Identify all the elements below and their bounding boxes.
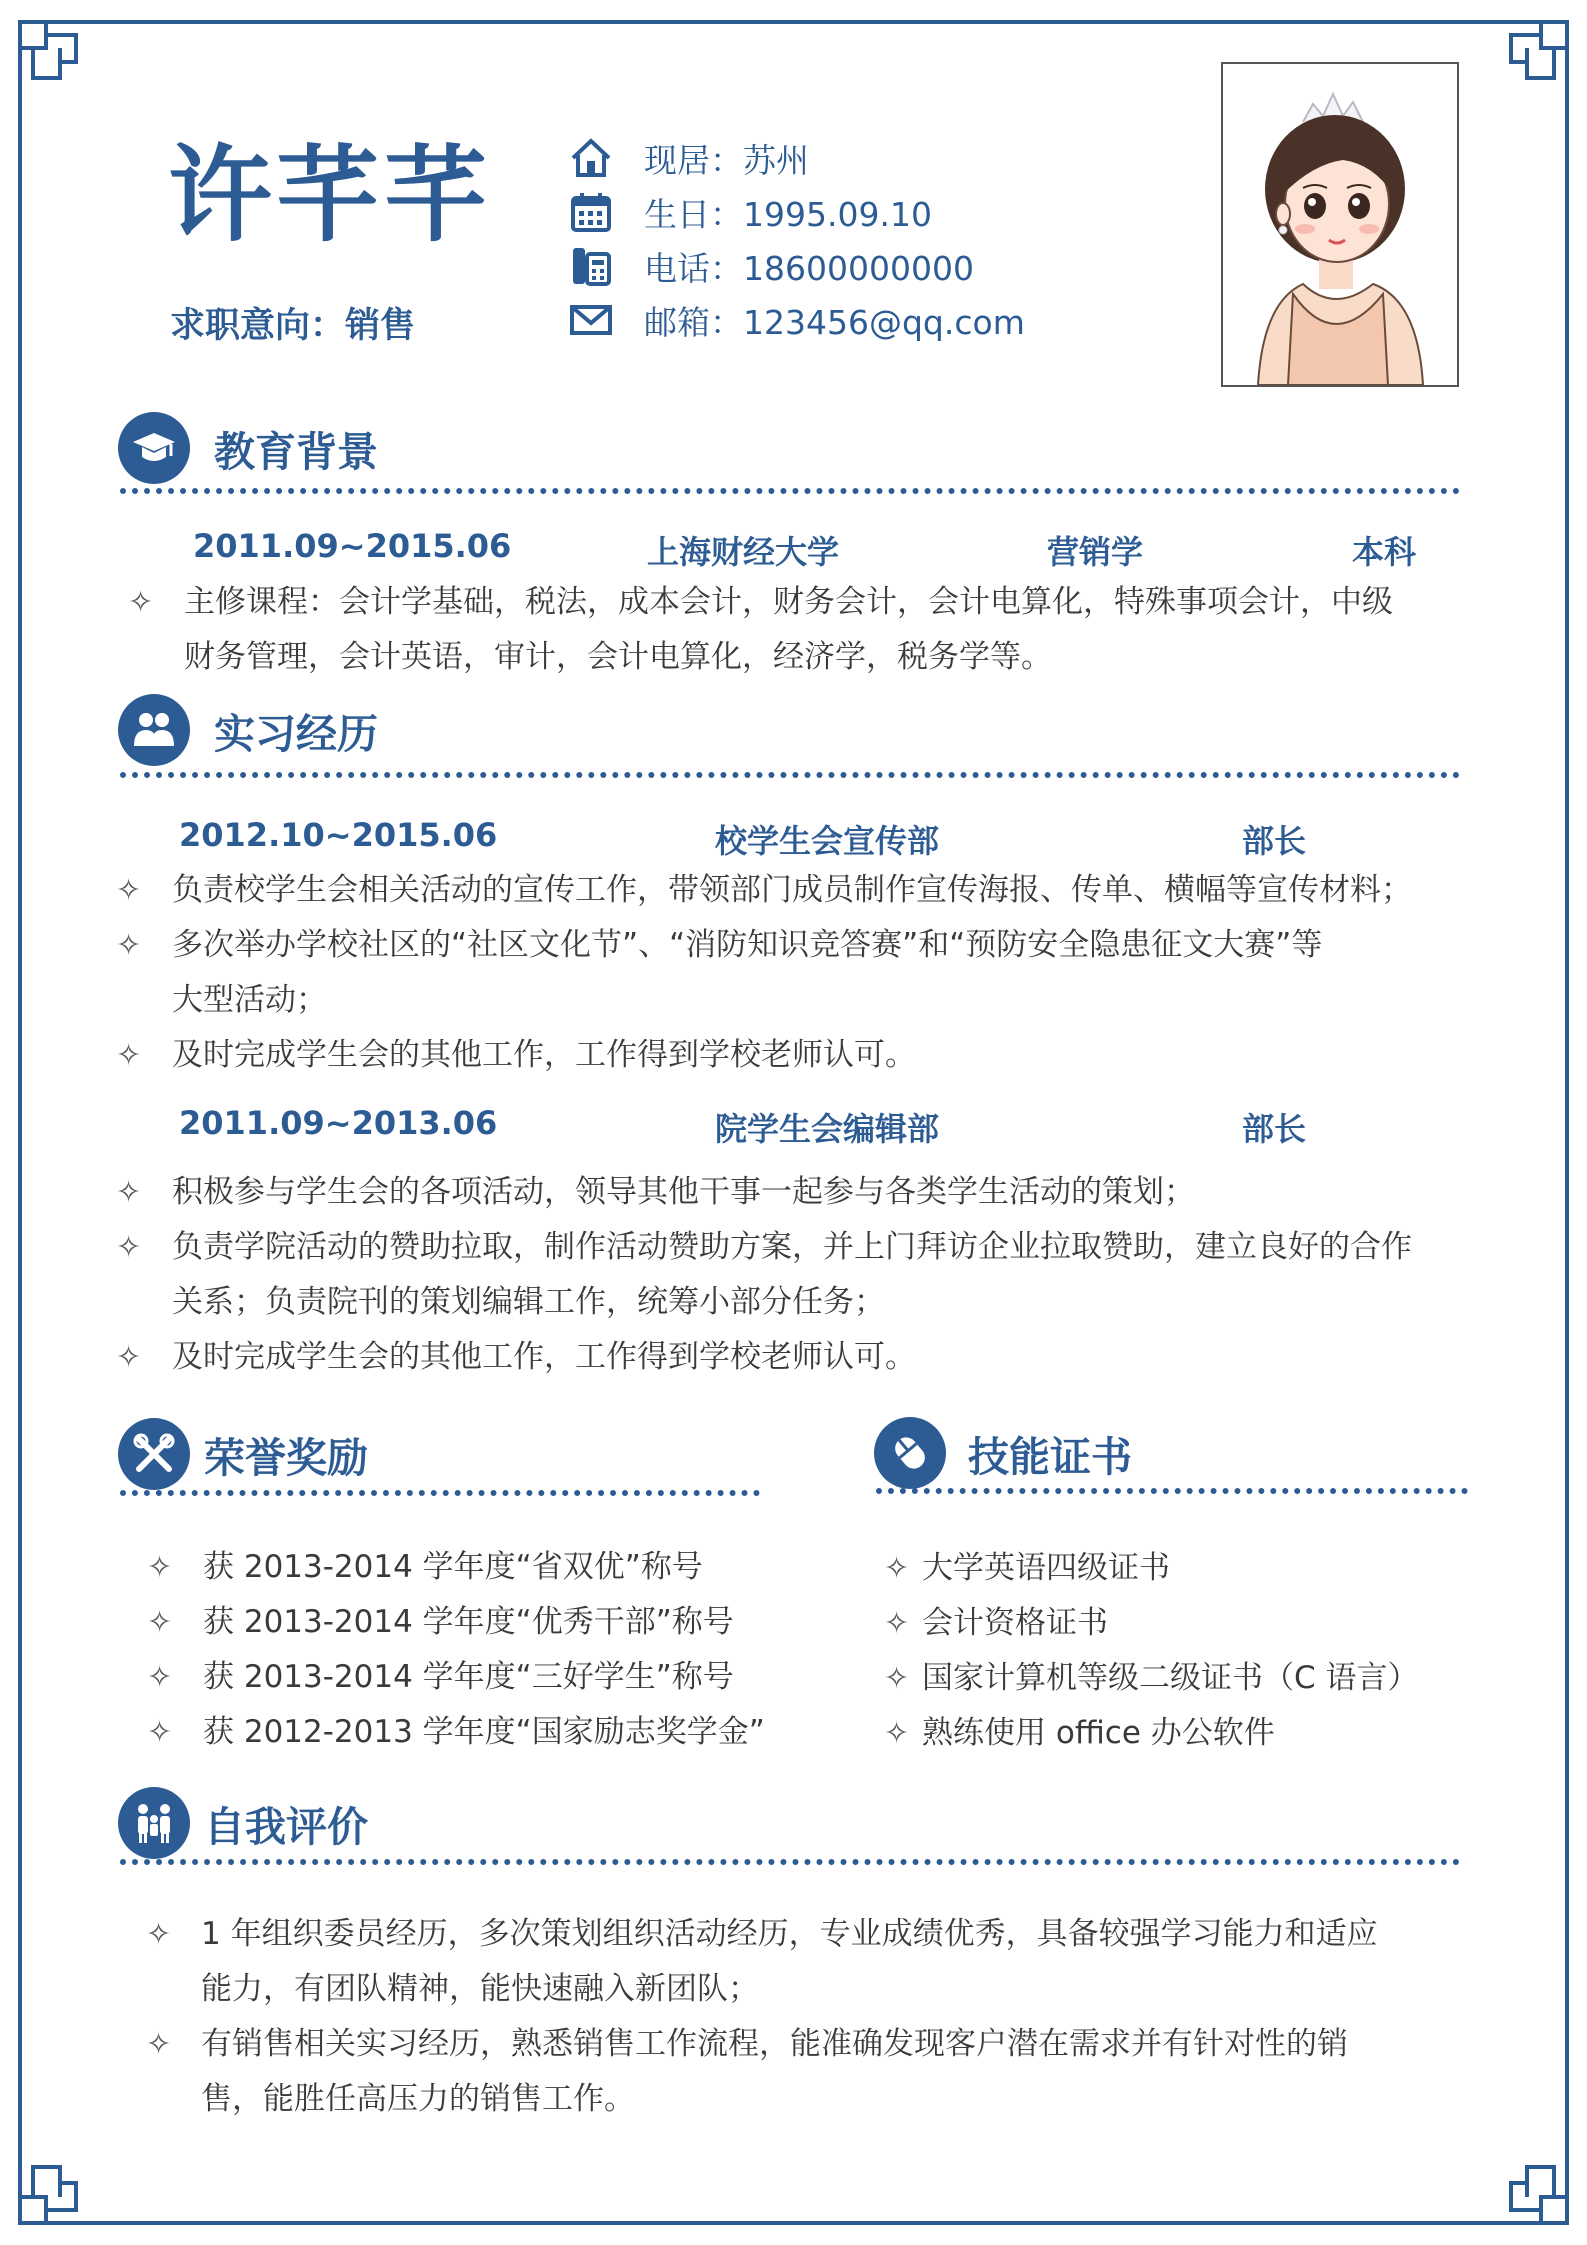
bullet-mark-icon: ✧ <box>147 1550 173 1585</box>
education-section-header <box>118 412 378 484</box>
job1-item-2-line-1: 多次举办学校社区的“社区文化节”、“消防知识竞答赛”和“预防安全隐患征文大赛”等 <box>172 927 1323 963</box>
skill-item-1 <box>884 1541 1464 1596</box>
job2-item-3 <box>116 1330 1466 1385</box>
job1-item-3-text: 及时完成学生会的其他工作，工作得到学校老师认可。 <box>172 1037 916 1073</box>
job2-date: 2011.09~2013.06 <box>179 1104 498 1142</box>
frame-top-line <box>100 20 1487 24</box>
honors-section-header <box>118 1418 368 1490</box>
job1-role: 部长 <box>1242 822 1307 860</box>
mail-icon <box>568 297 614 343</box>
skills-divider <box>876 1488 1468 1494</box>
education-major: 营销学 <box>1047 533 1144 571</box>
bullet-mark-icon: ✧ <box>116 1038 142 1073</box>
bullet-mark-icon: ✧ <box>884 1551 910 1586</box>
job2-role: 部长 <box>1242 1110 1307 1148</box>
self-divider <box>120 1859 1460 1865</box>
honor-item-1-text: 获 2013-2014 学年度“省双优”称号 <box>203 1549 703 1585</box>
avatar-illustration <box>1223 64 1457 385</box>
bullet-mark-icon: ✧ <box>116 928 142 963</box>
self-item-2-line-2: 售，能胜任高压力的销售工作。 <box>201 2081 635 2117</box>
contact-location-text: 现居：苏州 <box>644 140 809 180</box>
bullet-mark-icon: ✧ <box>116 873 142 908</box>
bullet-mark-icon: ✧ <box>116 1230 142 1265</box>
bullet-mark-icon: ✧ <box>116 1175 142 1210</box>
skill-item-4-text: 熟练使用 office 办公软件 <box>922 1715 1275 1751</box>
job2-item-1-text: 积极参与学生会的各项活动，领导其他干事一起参与各类学生活动的策划； <box>172 1174 1195 1210</box>
contact-phone-text: 电话：18600000000 <box>644 248 974 288</box>
profile-photo <box>1221 62 1459 387</box>
corner-ornament-bottom-left <box>10 2133 110 2233</box>
job1-item-1 <box>116 863 1466 918</box>
courses-line-1: 主修课程：会计学基础，税法，成本会计，财务会计，会计电算化，特殊事项会计，中级 <box>184 584 1393 620</box>
honor-item-4 <box>147 1705 787 1760</box>
education-title: 教育背景 <box>214 427 378 476</box>
honor-item-3-text: 获 2013-2014 学年度“三好学生”称号 <box>203 1659 734 1695</box>
job2-item-1 <box>116 1165 1466 1220</box>
bullet-mark-icon: ✧ <box>884 1606 910 1641</box>
bullet-mark-icon: ✧ <box>146 2027 172 2062</box>
job1-item-3 <box>116 1028 1466 1083</box>
job1-date: 2012.10~2015.06 <box>179 816 498 854</box>
graduation-cap-icon <box>118 412 190 484</box>
education-date: 2011.09~2015.06 <box>193 527 512 565</box>
skills-section-header <box>874 1417 1132 1489</box>
contact-phone <box>568 241 974 291</box>
skill-item-3 <box>884 1651 1464 1706</box>
corner-ornament-top-right <box>1477 12 1577 112</box>
contact-email <box>568 295 1025 345</box>
frame-left-line <box>18 100 22 2145</box>
skills-title: 技能证书 <box>968 1432 1132 1481</box>
job2-item-2-line-1: 负责学院活动的赞助拉取，制作活动赞助方案，并上门拜访企业拉取赞助，建立良好的合作 <box>172 1229 1412 1265</box>
self-title: 自我评价 <box>204 1802 368 1851</box>
corner-ornament-bottom-right <box>1477 2133 1577 2233</box>
courses-line-2: 财务管理，会计英语，审计，会计电算化，经济学，税务学等。 <box>184 639 1052 675</box>
self-item-2 <box>146 2017 1466 2127</box>
skill-item-4 <box>884 1706 1464 1761</box>
honor-item-1 <box>147 1540 787 1595</box>
education-degree: 本科 <box>1352 533 1417 571</box>
bullet-mark-icon: ✧ <box>147 1660 173 1695</box>
job1-item-2-line-2: 大型活动； <box>172 982 327 1018</box>
honor-item-4-text: 获 2012-2013 学年度“国家励志奖学金” <box>203 1714 765 1750</box>
skill-item-2 <box>884 1596 1464 1651</box>
contact-location <box>568 133 809 183</box>
bullet-mark-icon: ✧ <box>147 1605 173 1640</box>
mouse-icon <box>874 1417 946 1489</box>
skill-item-3-text: 国家计算机等级二级证书（C 语言） <box>922 1660 1419 1696</box>
job2-org: 院学生会编辑部 <box>715 1110 940 1148</box>
internship-title: 实习经历 <box>214 709 378 758</box>
team-icon <box>118 694 190 766</box>
contact-email-text: 邮箱：123456@qq.com <box>644 302 1025 342</box>
home-icon <box>568 135 614 181</box>
job2-item-3-text: 及时完成学生会的其他工作，工作得到学校老师认可。 <box>172 1339 916 1375</box>
honors-title: 荣誉奖励 <box>204 1433 368 1482</box>
job1-item-2 <box>116 918 1466 1028</box>
honor-item-2-text: 获 2013-2014 学年度“优秀干部”称号 <box>203 1604 734 1640</box>
bullet-mark-icon: ✧ <box>146 1917 172 1952</box>
skill-item-1-text: 大学英语四级证书 <box>922 1550 1170 1586</box>
contact-birthday <box>568 187 932 237</box>
people-icon <box>118 1787 190 1859</box>
honor-item-2 <box>147 1595 787 1650</box>
self-item-1-line-1: 1 年组织委员经历，多次策划组织活动经历，专业成绩优秀，具备较强学习能力和适应 <box>201 1916 1378 1952</box>
bullet-mark-icon: ✧ <box>147 1715 173 1750</box>
bullet-mark-icon: ✧ <box>884 1661 910 1696</box>
contact-birthday-text: 生日：1995.09.10 <box>644 194 932 234</box>
honors-divider <box>120 1490 760 1496</box>
job2-item-2 <box>116 1220 1466 1330</box>
education-courses <box>128 575 1458 685</box>
bullet-mark-icon: ✧ <box>116 1340 142 1375</box>
phone-icon <box>568 243 614 289</box>
job2-item-2-line-2: 关系；负责院刊的策划编辑工作，统筹小部分任务； <box>172 1284 885 1320</box>
self-item-1-line-2: 能力，有团队精神，能快速融入新团队； <box>201 1971 759 2007</box>
candidate-name: 许芊芊 <box>168 134 493 256</box>
frame-bottom-line <box>100 2221 1487 2225</box>
bullet-mark-icon: ✧ <box>128 585 154 620</box>
internship-divider <box>120 772 1460 778</box>
skill-item-2-text: 会计资格证书 <box>922 1605 1108 1641</box>
education-school: 上海财经大学 <box>647 533 840 571</box>
bullet-mark-icon: ✧ <box>884 1716 910 1751</box>
self-item-1 <box>146 1907 1466 2017</box>
job1-item-1-text: 负责校学生会相关活动的宣传工作，带领部门成员制作宣传海报、传单、横幅等宣传材料； <box>172 872 1412 908</box>
self-item-2-line-1: 有销售相关实习经历，熟悉销售工作流程，能准确发现客户潜在需求并有针对性的销 <box>201 2026 1348 2062</box>
frame-right-line <box>1565 100 1569 2145</box>
internship-section-header <box>118 694 378 766</box>
honor-item-3 <box>147 1650 787 1705</box>
calendar-icon <box>568 189 614 235</box>
job-intention: 求职意向：销售 <box>170 306 416 346</box>
corner-ornament-top-left <box>10 12 110 112</box>
education-divider <box>120 488 1460 494</box>
self-section-header <box>118 1787 368 1859</box>
tools-icon <box>118 1418 190 1490</box>
job1-org: 校学生会宣传部 <box>715 822 940 860</box>
